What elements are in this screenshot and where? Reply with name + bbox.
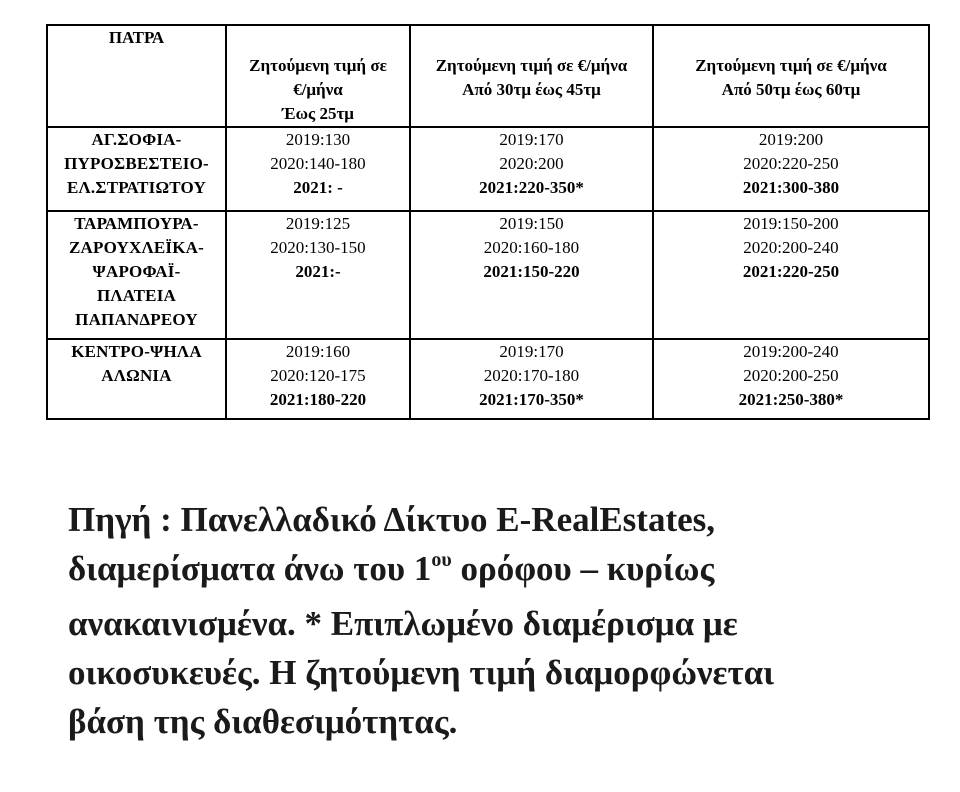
price-cell xyxy=(410,127,653,211)
rent-price-table xyxy=(46,24,930,420)
area-name-line: ΠΑΠΑΝΔΡΕΟΥ xyxy=(75,310,198,329)
price-cell xyxy=(226,339,410,419)
price-2021: 2021:220-350* xyxy=(479,178,584,197)
price-2020: 2020:140-180 xyxy=(270,154,366,173)
header-col-50-60sqm xyxy=(653,25,929,127)
price-2019: 2019:200 xyxy=(758,130,824,149)
price-2020: 2020:200-240 xyxy=(743,238,839,257)
header-text: Ζητούμενη τιμή σε €/μήνα xyxy=(695,56,887,75)
price-cell xyxy=(226,211,410,339)
price-2021: 2021:- xyxy=(295,262,341,281)
ordinal-superscript: ου xyxy=(431,549,452,571)
source-note-line xyxy=(68,544,928,599)
price-2019: 2019:130 xyxy=(285,130,351,149)
header-text: Από 30τμ έως 45τμ xyxy=(462,80,601,99)
source-note-line: βάση της διαθεσιμότητας. xyxy=(68,702,458,741)
price-cell xyxy=(653,339,929,419)
price-cell xyxy=(226,127,410,211)
price-2021: 2021:180-220 xyxy=(269,390,367,409)
source-note xyxy=(68,495,928,746)
price-2019: 2019:170 xyxy=(499,342,564,361)
price-2019: 2019:125 xyxy=(285,214,351,233)
area-name-line: ΕΛ.ΣΤΡΑΤΙΩΤΟΥ xyxy=(67,178,206,197)
area-name-line: ΑΛΩΝΙΑ xyxy=(101,366,172,385)
note-text: ορόφου – κυρίως xyxy=(451,549,715,588)
source-note-line: ανακαινισμένα. * Επιπλωμένο διαμέρισμα με xyxy=(68,604,738,643)
area-name-line: ΚΕΝΤΡΟ-ΨΗΛΑ xyxy=(71,342,202,361)
source-note-line: οικοσυκευές. Η ζητούμενη τιμή διαμορφώνεται xyxy=(68,653,775,692)
area-name-cell xyxy=(47,127,226,211)
area-name-line: ΖΑΡΟΥΧΛΕΪΚΑ- xyxy=(68,238,205,257)
price-2020: 2020:160-180 xyxy=(483,238,580,257)
table-header-row xyxy=(47,25,929,127)
header-text: Από 50τμ έως 60τμ xyxy=(721,80,861,99)
header-col-30-45sqm xyxy=(410,25,653,127)
area-name-line: ΑΓ.ΣΟΦΙΑ- xyxy=(91,130,182,149)
header-area-cell: ΠΑΤΡΑ xyxy=(47,25,226,127)
price-cell xyxy=(653,211,929,339)
header-text: Ζητούμενη τιμή σε xyxy=(249,56,387,75)
price-cell xyxy=(410,211,653,339)
table-row xyxy=(47,127,929,211)
price-2020: 2020:200 xyxy=(499,154,564,173)
header-text: Έως 25τμ xyxy=(282,104,354,123)
price-2020: 2020:130-150 xyxy=(270,238,366,257)
price-2021: 2021: - xyxy=(293,178,343,197)
price-cell xyxy=(410,339,653,419)
area-name-cell xyxy=(47,211,226,339)
price-2020: 2020:170-180 xyxy=(483,366,580,385)
price-2021: 2021:300-380 xyxy=(742,178,840,197)
source-note-line: Πηγή : Πανελλαδικό Δίκτυο E-RealEstates, xyxy=(68,500,716,539)
price-cell xyxy=(653,127,929,211)
price-2020: 2020:120-175 xyxy=(270,366,366,385)
table-row xyxy=(47,211,929,339)
price-2021: 2021:150-220 xyxy=(483,262,580,281)
price-2019: 2019:150-200 xyxy=(743,214,839,233)
area-name-line: ΠΥΡΟΣΒΕΣΤΕΙΟ- xyxy=(64,154,209,173)
price-2019: 2019:160 xyxy=(285,342,351,361)
price-2021: 2021:220-250 xyxy=(742,262,840,281)
area-name-line: ΨΑΡΟΦΑΪ- xyxy=(92,262,181,281)
header-text: €/μήνα xyxy=(293,80,343,99)
price-2020: 2020:220-250 xyxy=(743,154,839,173)
header-text: Ζητούμενη τιμή σε €/μήνα xyxy=(435,56,628,75)
price-2019: 2019:150 xyxy=(499,214,564,233)
price-2019: 2019:200-240 xyxy=(743,342,839,361)
table-row xyxy=(47,339,929,419)
price-2021: 2021:250-380* xyxy=(738,390,844,409)
area-name-line: ΤΑΡΑΜΠΟΥΡΑ- xyxy=(74,214,199,233)
area-name-line: ΠΛΑΤΕΙΑ xyxy=(96,286,176,305)
header-col-up-to-25sqm xyxy=(226,25,410,127)
price-2019: 2019:170 xyxy=(499,130,564,149)
price-2020: 2020:200-250 xyxy=(743,366,839,385)
price-2021: 2021:170-350* xyxy=(479,390,584,409)
area-name-cell xyxy=(47,339,226,419)
note-text: διαμερίσματα άνω του 1 xyxy=(68,549,432,588)
